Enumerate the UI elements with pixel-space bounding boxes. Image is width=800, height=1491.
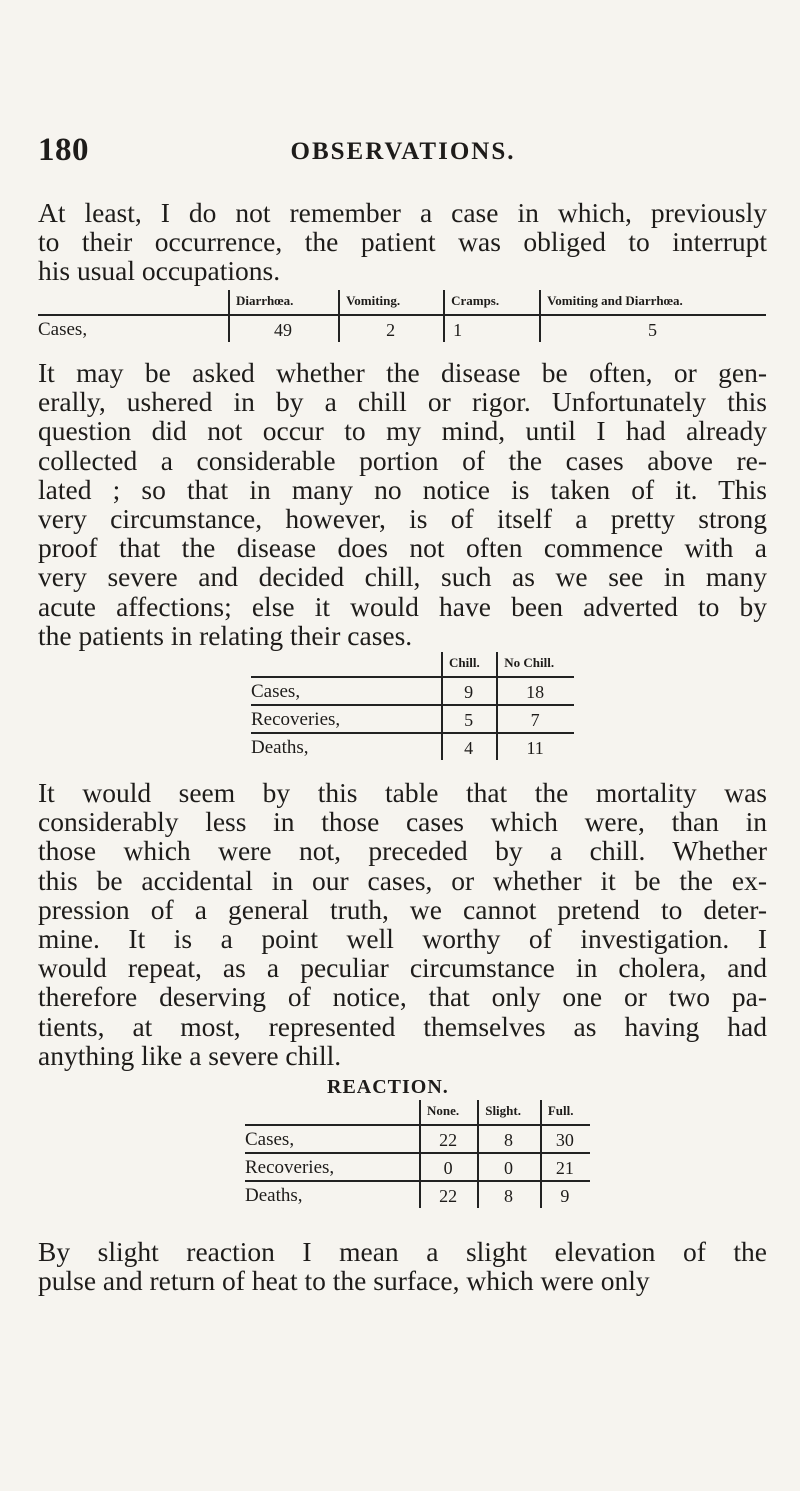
paragraph-4: [38, 1237, 767, 1295]
table-cell: 0: [420, 1153, 478, 1181]
table-cell: 22: [420, 1125, 478, 1153]
column-header: Diarrhœa.: [229, 290, 339, 315]
row-label: Recoveries,: [251, 705, 442, 733]
text-line: By slight reaction I mean a slight elevation of the: [38, 1236, 767, 1267]
column-header: Full.: [541, 1100, 590, 1125]
table-row: [251, 677, 574, 705]
row-label: Cases,: [38, 315, 229, 342]
text-line: question did not occur to my mind, until I had already: [38, 415, 767, 447]
table-cell: 8: [478, 1181, 541, 1208]
text-line: would repeat, as a peculiar circumstance in cholera, and: [38, 952, 767, 984]
text-line: proof that the disease does not often commence with a: [38, 532, 767, 564]
row-label: Deaths,: [245, 1181, 420, 1208]
text-line: pulse and return of heat to the surface, which were only: [38, 1265, 650, 1297]
text-line: mine. It is a point well worthy of investigation. I: [38, 923, 767, 955]
table-cell: 9: [541, 1181, 590, 1208]
table-cell: 8: [478, 1125, 541, 1153]
table-cell: 5: [540, 315, 766, 342]
text-line: therefore deserving of notice, that only one or two pa-: [38, 981, 767, 1013]
symptoms-table: [38, 290, 766, 342]
table-cell: 5: [442, 705, 497, 733]
column-header: Chill.: [442, 652, 497, 677]
page-number: 180: [38, 132, 89, 168]
table-cell: 22: [420, 1181, 478, 1208]
text-line: the patients in relating their cases.: [38, 619, 413, 651]
column-header: Slight.: [478, 1100, 541, 1125]
text-line: lated ; so that in many no notice is taken of it. This: [38, 473, 767, 505]
text-line: his usual occupations.: [38, 255, 281, 287]
chill-table: [251, 652, 574, 760]
text-line: very severe and decided chill, such as we see in many: [38, 561, 767, 593]
paragraph-1: [38, 198, 767, 286]
table-cell: 9: [442, 677, 497, 705]
text-line: erally, ushered in by a chill or rigor. Unfortunately this: [38, 386, 767, 418]
text-line: considerably less in those cases which were, than in: [38, 806, 767, 838]
column-header: Vomiting and Diarrhœa.: [540, 290, 766, 315]
column-header: Cramps.: [444, 290, 540, 315]
text-line: to their occurrence, the patient was obliged to interrupt: [38, 226, 767, 258]
reaction-caption: REACTION.: [327, 1076, 449, 1098]
text-line: this be accidental in our cases, or whether it be the ex-: [38, 864, 767, 896]
table-corner: [245, 1100, 420, 1125]
table-cell: 1: [444, 315, 540, 342]
column-header: None.: [420, 1100, 478, 1125]
text-line: It may be asked whether the disease be often, or gen-: [38, 357, 767, 388]
text-line: collected a considerable portion of the cases above re-: [38, 444, 767, 476]
reaction-table: [245, 1100, 590, 1208]
table-row: [245, 1181, 590, 1208]
column-header: No Chill.: [497, 652, 574, 677]
table-cell: 11: [497, 733, 574, 760]
table-row: [245, 1125, 590, 1153]
running-head: OBSERVATIONS.: [290, 138, 516, 165]
row-label: Cases,: [245, 1125, 420, 1153]
text-line: tients, at most, represented themselves as having had: [38, 1010, 767, 1042]
row-label: Deaths,: [251, 733, 442, 760]
table-cell: 2: [339, 315, 444, 342]
table-cell: 18: [497, 677, 574, 705]
text-line: At least, I do not remember a case in which, previously: [38, 197, 767, 228]
row-label: Recoveries,: [245, 1153, 420, 1181]
table-cell: 49: [229, 315, 339, 342]
text-line: those which were not, preceded by a chill. Whether: [38, 835, 767, 867]
text-line: very circumstance, however, is of itself a pretty strong: [38, 503, 767, 535]
table-cell: 30: [541, 1125, 590, 1153]
paragraph-3: [38, 778, 767, 1070]
table-cell: 0: [478, 1153, 541, 1181]
paragraph-2: [38, 358, 767, 650]
table-row: [38, 315, 766, 342]
text-line: pression of a general truth, we cannot pretend to deter-: [38, 893, 767, 925]
table-cell: 4: [442, 733, 497, 760]
table-corner: [251, 652, 442, 677]
text-line: acute affections; else it would have been adverted to by: [38, 590, 767, 622]
table-cell: 21: [541, 1153, 590, 1181]
table-cell: 7: [497, 705, 574, 733]
row-label: Cases,: [251, 677, 442, 705]
table-row: [251, 733, 574, 760]
column-header: Vomiting.: [339, 290, 444, 315]
table-corner: [38, 290, 229, 315]
table-row: [251, 705, 574, 733]
text-line: It would seem by this table that the mortality was: [38, 777, 767, 808]
text-line: anything like a severe chill.: [38, 1039, 342, 1071]
table-row: [245, 1153, 590, 1181]
